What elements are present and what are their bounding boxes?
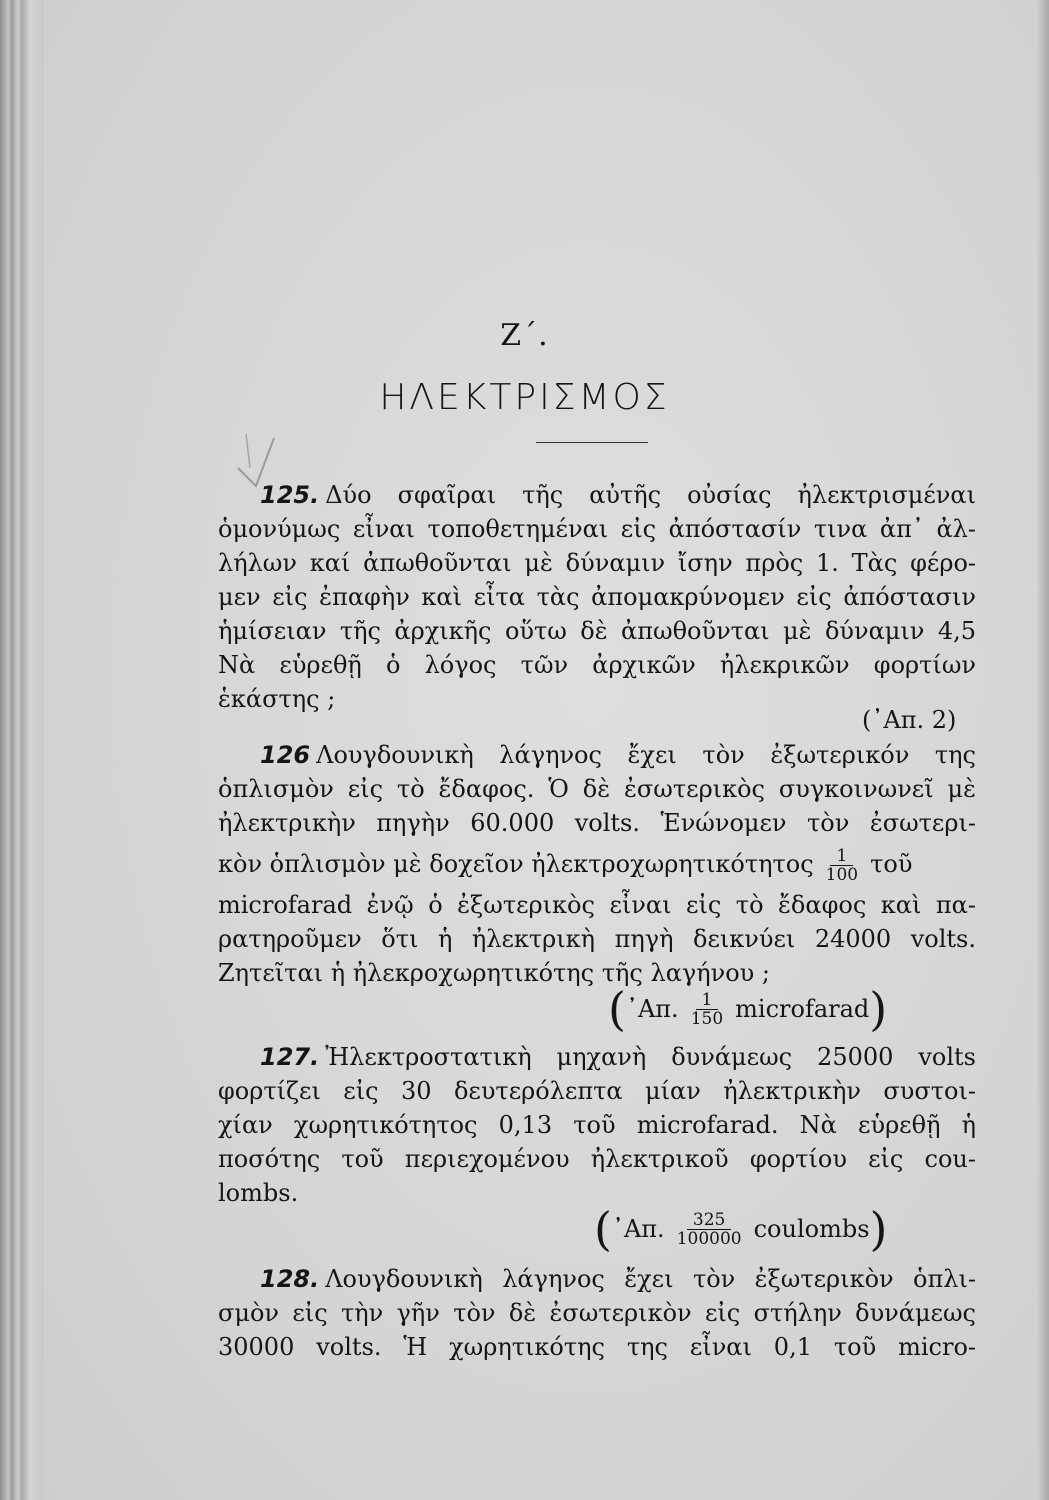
problem-line: κὸν ὁπλισμὸν μὲ δοχεῖον ἠλεκτροχωρητικότητος $\frac{1}{100}$ τοῦ bbox=[218, 846, 913, 885]
problem-number: 127. bbox=[260, 1043, 320, 1071]
problem-line: 125. Δύο σφαῖραι τῆς αὐτῆς οὐσίας ἠλεκτρισμέναι bbox=[260, 481, 976, 509]
problem-line: χίαν χωρητικότητος 0,13 τοῦ microfarad. Νὰ εὑρεθῇ ἡ bbox=[218, 1111, 976, 1139]
problem-line: ὁπλισμὸν εἰς τὸ ἔδαφος. Ὁ δὲ ἐσωτερικὸς συγκοινωνεῖ μὲ bbox=[218, 775, 976, 803]
problem-line: lombs. bbox=[218, 1179, 299, 1207]
problem-line: ὁμονύμως εἶναι τοποθετημέναι εἰς ἀπόστασίν τινα ἀπ᾽ ἀλ- bbox=[218, 515, 976, 543]
problem-number: 126 bbox=[260, 741, 311, 769]
title-divider bbox=[536, 442, 648, 443]
problem-line: ἑκάστης ; bbox=[218, 685, 336, 713]
fraction: $\frac{1}{150}$ bbox=[690, 989, 724, 1029]
problem-number: 128. bbox=[260, 1265, 320, 1293]
problem-line: Νὰ εὑρεθῇ ὁ λόγος τῶν ἀρχικῶν ἠλεκρικῶν φορτίων bbox=[218, 651, 976, 679]
answer-127: ( ᾽Απ. $\frac{325}{100000}$ coulombs ) bbox=[594, 1202, 888, 1256]
problem-line: 127. Ἠλεκτροστατικὴ μηχανὴ δυνάμεως 25000 volts bbox=[260, 1043, 976, 1071]
problem-line: 30000 volts. Ἡ χωρητικότης της εἶναι 0,1 τοῦ micro- bbox=[218, 1333, 976, 1361]
problem-line: Ζητεῖται ἡ ἠλεκροχωρητικότης τῆς λαγήνου ; bbox=[218, 959, 770, 987]
chapter-title: ΗΛΕΚΤΡΙΣΜΟΣ bbox=[379, 377, 670, 418]
problem-line: ἡμίσειαν τῆς ἀρχικῆς οὕτω δὲ ἀπωθοῦνται μὲ δύναμιν 4,5 bbox=[218, 617, 976, 645]
problem-line: λήλων καί ἀπωθοῦνται μὲ δύναμιν ἴσην πρὸς 1. Τὰς φέρο- bbox=[218, 549, 976, 577]
problem-line: 126 Λουγδουνικὴ λάγηνος ἔχει τὸν ἐξωτερικόν της bbox=[260, 741, 976, 769]
problem-128 bbox=[218, 1262, 976, 1364]
answer-126: ( ᾽Απ. $\frac{1}{150}$ microfarad ) bbox=[608, 982, 888, 1036]
problem-line: μεν εἰς ἐπαφὴν καὶ εἶτα τὰς ἀπομακρύνομεν εἰς ἀπόστασιν bbox=[218, 583, 976, 611]
problem-line: ἠλεκτρικὴν πηγὴν 60.000 volts. Ἑνώνομεν τὸν ἐσωτερι- bbox=[218, 809, 976, 837]
problem-line: φορτίζει εἰς 30 δευτερόλεπτα μίαν ἠλεκτρικὴν συστοι- bbox=[218, 1077, 976, 1105]
book-spine-edge bbox=[0, 0, 44, 1500]
problem-127 bbox=[218, 1040, 976, 1210]
problem-number: 125. bbox=[260, 481, 320, 509]
fraction: $\frac{325}{100000}$ bbox=[676, 1209, 742, 1249]
page-right-edge bbox=[1037, 0, 1049, 1500]
problem-line: microfarad ἐνῷ ὁ ἐξωτερικὸς εἶναι εἰς τὸ ἔδαφος καὶ πα- bbox=[218, 891, 976, 919]
problem-125 bbox=[218, 478, 976, 716]
problem-line: ρατηροῦμεν ὅτι ἡ ἠλεκτρικὴ πηγὴ δεικνύει 24000 volts. bbox=[218, 925, 976, 953]
problem-126 bbox=[218, 738, 976, 990]
problem-line: ποσότης τοῦ περιεχομένου ἠλεκτρικοῦ φορτίου εἰς cou- bbox=[218, 1145, 976, 1173]
answer-125: (᾽Απ. 2) bbox=[862, 706, 957, 734]
problem-line: σμὸν εἰς τὴν γῆν τὸν δὲ ἐσωτερικὸν εἰς στήλην δυνάμεως bbox=[218, 1299, 976, 1327]
problem-line: 128. Λουγδουνικὴ λάγηνος ἔχει τὸν ἐξωτερικὸν ὁπλι- bbox=[260, 1265, 976, 1293]
fraction: $\frac{1}{100}$ bbox=[825, 846, 859, 885]
chapter-letter: Ζ΄. bbox=[500, 318, 549, 353]
